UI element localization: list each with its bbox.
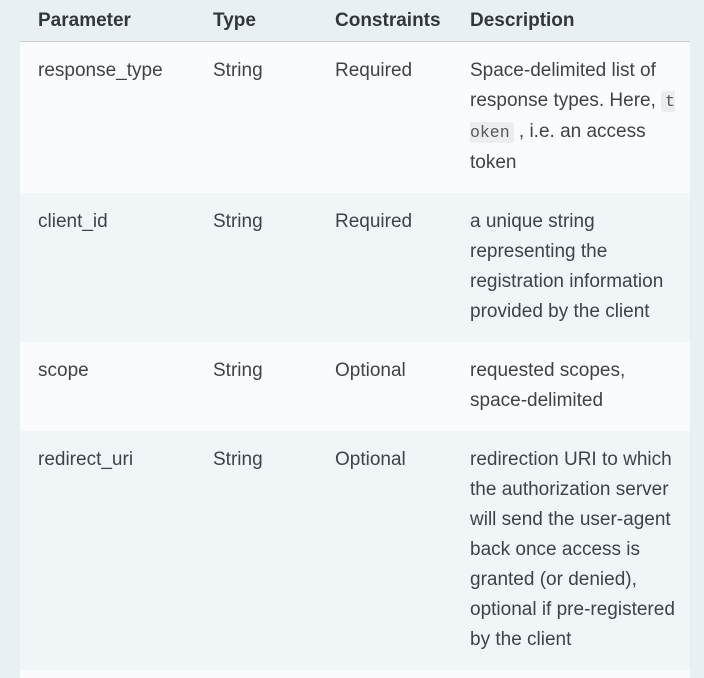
description-cell: redirection URI to which the authorization server will send the user-agent back once access is granted (or denied), optional if pre-registered by the client bbox=[470, 449, 675, 650]
table-row bbox=[20, 431, 690, 670]
column-header-description: Description bbox=[470, 9, 575, 31]
table-row bbox=[20, 342, 690, 431]
constraints-cell: Required bbox=[335, 60, 413, 81]
parameter-name-cell: redirect_uri bbox=[38, 449, 134, 470]
constraints-cell: Required bbox=[335, 211, 413, 232]
constraints-cell: Optional bbox=[335, 449, 406, 470]
parameters-table bbox=[20, 0, 690, 678]
column-header-type: Type bbox=[213, 9, 256, 31]
table-body bbox=[20, 42, 690, 670]
parameter-name-cell: response_type bbox=[38, 60, 163, 81]
type-cell: String bbox=[213, 60, 263, 81]
table-row bbox=[20, 193, 690, 342]
description-cell: a unique string representing the registration information provided by the client bbox=[470, 211, 664, 322]
parameter-name-cell: client_id bbox=[38, 211, 108, 232]
column-header-parameter: Parameter bbox=[38, 9, 131, 31]
type-cell: String bbox=[213, 360, 263, 381]
type-cell: String bbox=[213, 211, 263, 232]
column-header-constraints: Constraints bbox=[335, 9, 441, 31]
parameter-name-cell: scope bbox=[38, 360, 89, 381]
description-cell: Space-delimited list of response types. Here, token , i.e. an access token bbox=[470, 60, 676, 173]
next-row-partial bbox=[20, 670, 690, 678]
inline-code: token bbox=[470, 92, 676, 142]
description-cell: requested scopes, space-delimited bbox=[470, 360, 626, 411]
table-row bbox=[20, 42, 690, 193]
type-cell: String bbox=[213, 449, 263, 470]
constraints-cell: Optional bbox=[335, 360, 406, 381]
table-header-row bbox=[20, 0, 690, 42]
